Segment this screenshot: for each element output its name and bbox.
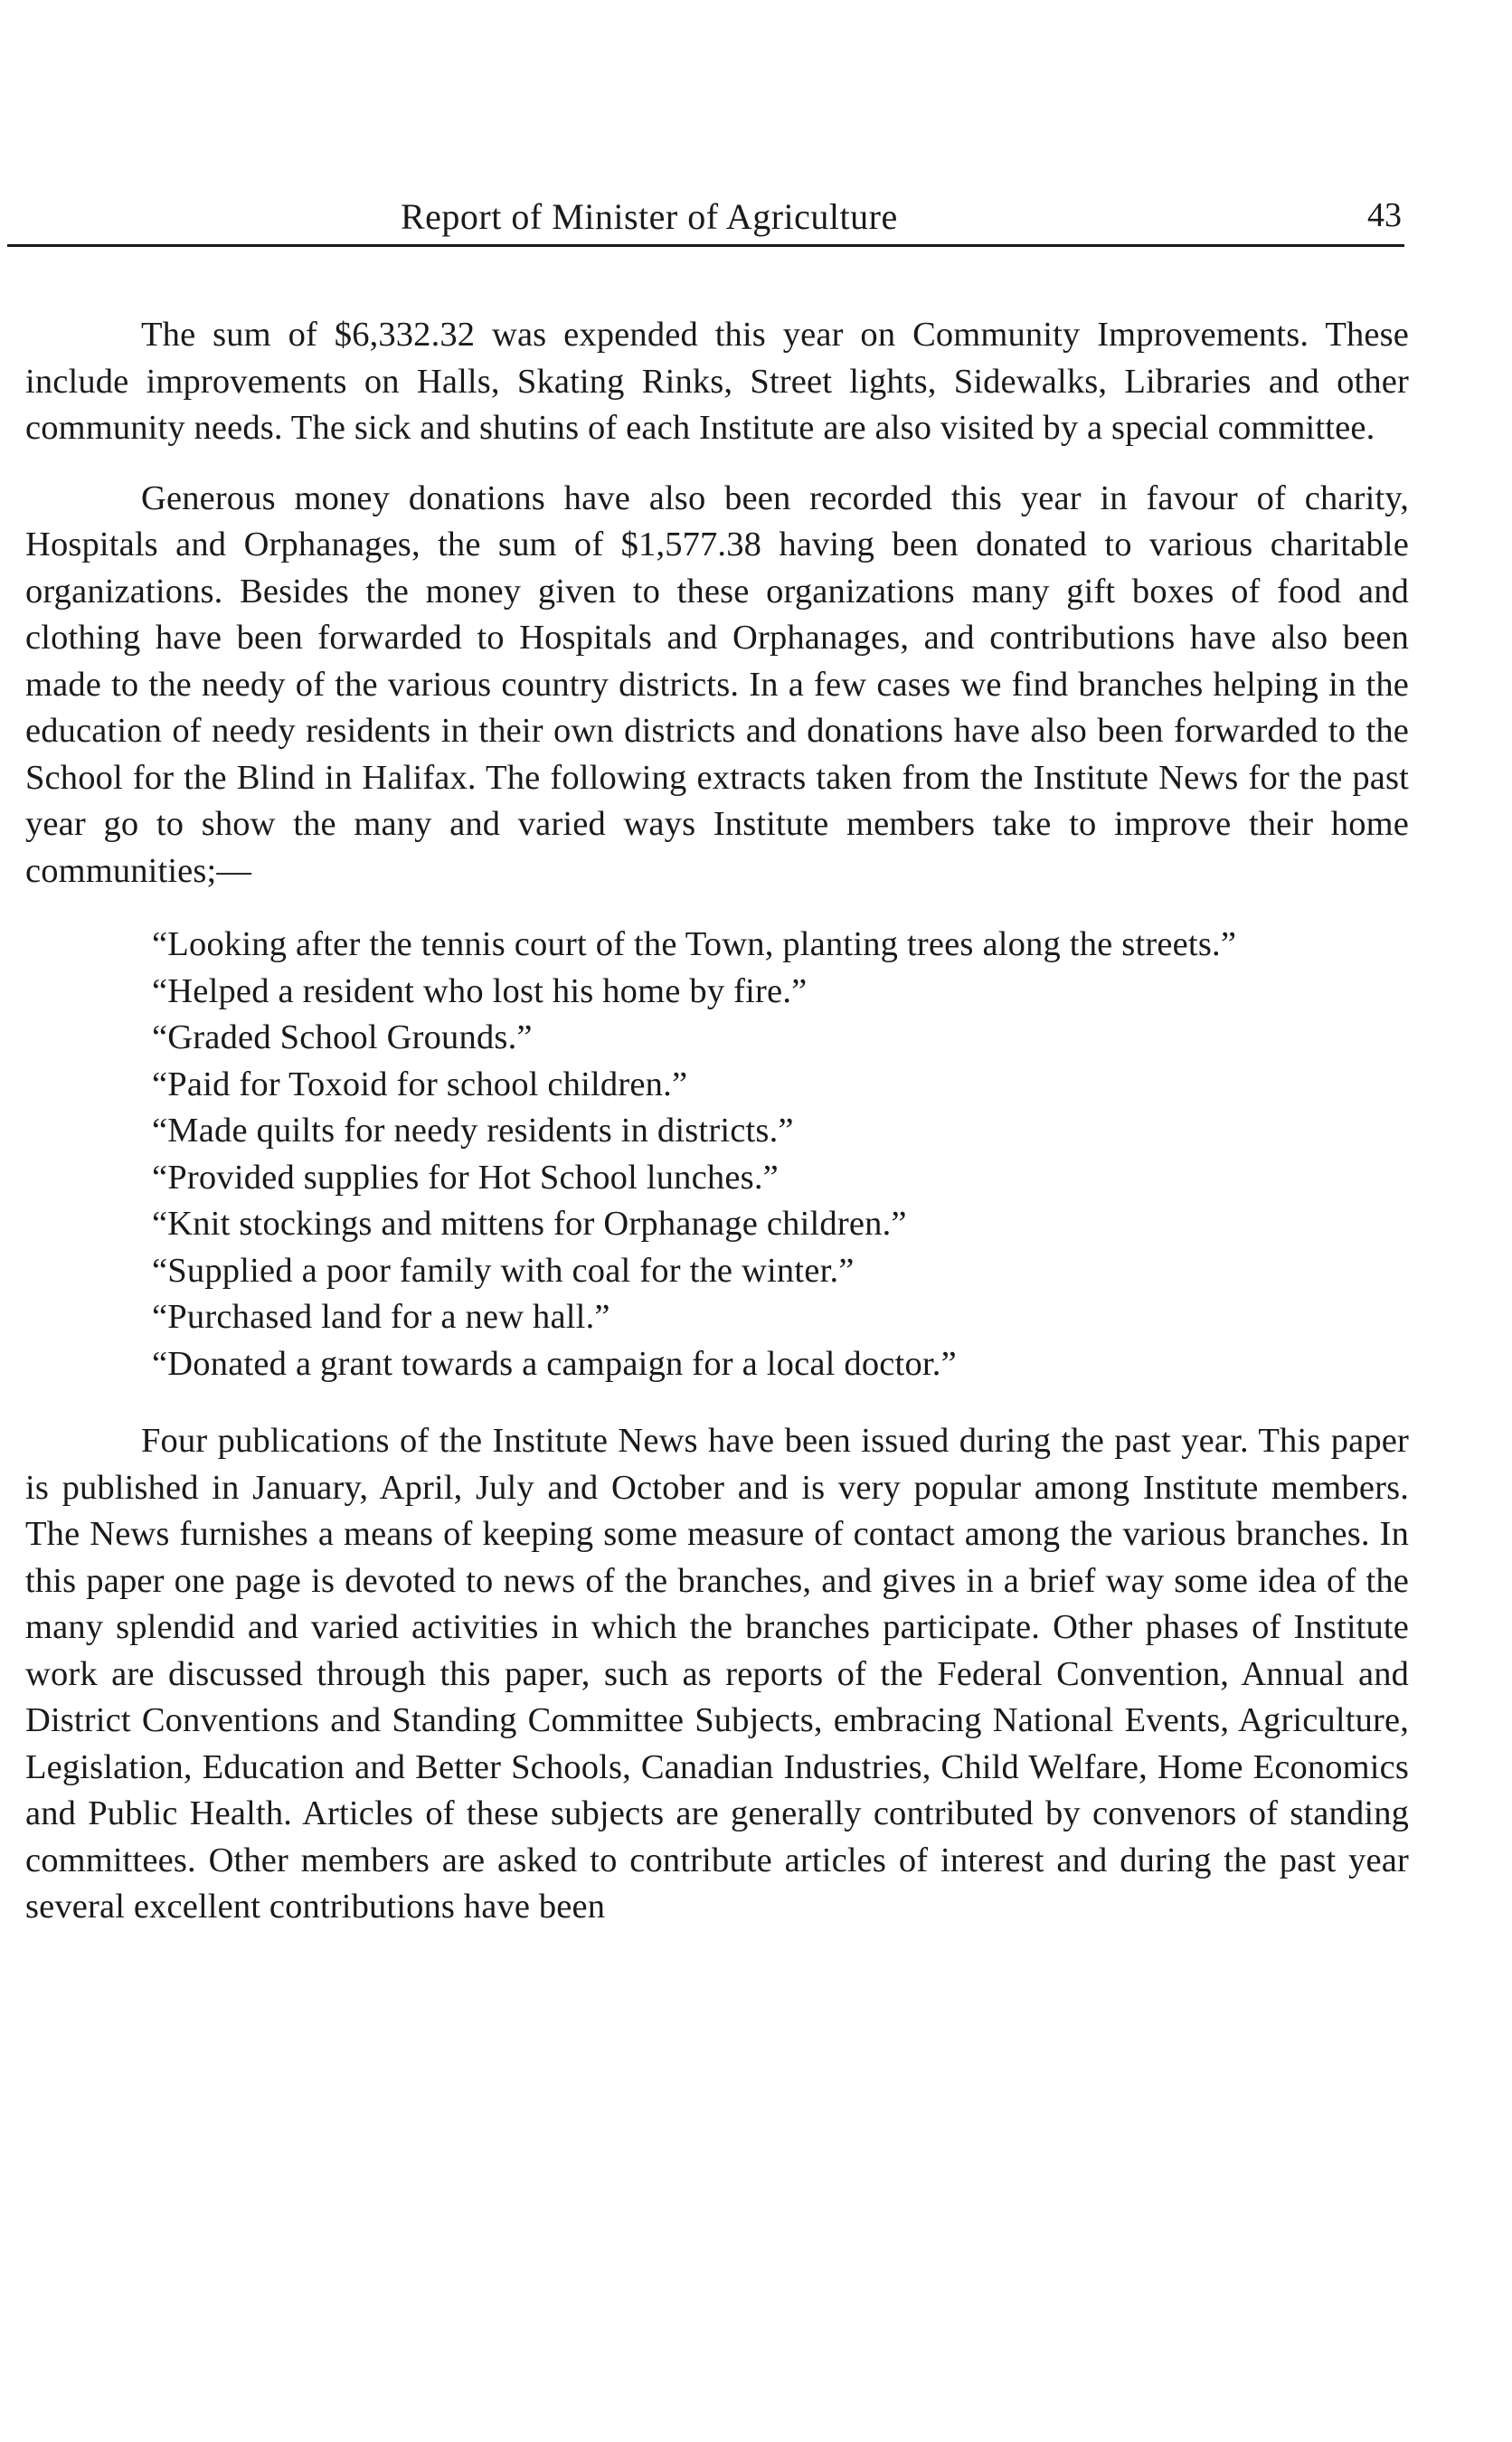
body-text xyxy=(25,312,1409,1958)
paragraph-institute-news: Four publications of the Institute News have been issued during the past year. This paper is published in January, April, July and October and is very popular among Institute members. The News furnishes a means of keeping some measure of contact among the various branches. In this paper one page is devoted to news of the branches, and gives in a brief way some idea of the many splendid and varied activities in which the branches participate. Other phases of Institute work are discussed through this paper, such as reports of the Federal Convention, Annual and District Conventions and Standing Committee Subjects, embracing National Events, Agriculture, Legislation, Education and Better Schools, Canadian Industries, Child Welfare, Home Economics and Public Health. Articles of these subjects are generally contributed by convenors of standing committees. Other members are asked to contribute articles of interest and during the past year several excellent contributions have been xyxy=(25,1422,1409,1926)
extract-item: “Purchased land for a new hall.” xyxy=(152,1298,610,1336)
extract-item: “Provided supplies for Hot School lunches.” xyxy=(152,1158,779,1197)
header-rule xyxy=(7,244,1404,247)
extract-item: “Helped a resident who lost his home by fire.” xyxy=(152,971,808,1010)
extract-item: “Made quilts for needy residents in districts.” xyxy=(152,1112,794,1150)
extract-item: “Donated a grant towards a campaign for a local doctor.” xyxy=(152,1344,957,1383)
extract-item: “Knit stockings and mittens for Orphanage children.” xyxy=(152,1205,907,1243)
extract-item: “Graded School Grounds.” xyxy=(152,1018,533,1056)
page-header-title: Report of Minister of Agriculture xyxy=(401,196,898,237)
extract-item: “Paid for Toxoid for school children.” xyxy=(152,1065,688,1103)
extracts-list xyxy=(25,922,1409,1387)
paragraph-donations: Generous money donations have also been recorded this year in favour of charity, Hospitals and Orphanages, the sum of $1,577.38 having been donated to various charitable organizations. Besides the money given to these organizations many gift boxes of food and clothing have been forwarded to Hospitals and Orphanages, and contributions have also been made to the needy of the various country districts. In a few cases we find branches helping in the education of needy residents in their own districts and donations have also been forwarded to the School for the Blind in Halifax. The following extracts taken from the Institute News for the past year go to show the many and varied ways Institute members take to improve their home communities;— xyxy=(25,478,1409,890)
extract-item: “Looking after the tennis court of the Town, planting trees along the streets.” xyxy=(152,925,1237,963)
page-number: 43 xyxy=(1367,196,1402,234)
extract-item: “Supplied a poor family with coal for the winter.” xyxy=(152,1251,855,1290)
paragraph-community-improvements: The sum of $6,332.32 was expended this year on Community Improvements. These include improvements on Halls, Skating Rinks, Street lights, Sidewalks, Libraries and other community needs. The sick and shutins of each Institute are also visited by a special committee. xyxy=(25,316,1409,447)
